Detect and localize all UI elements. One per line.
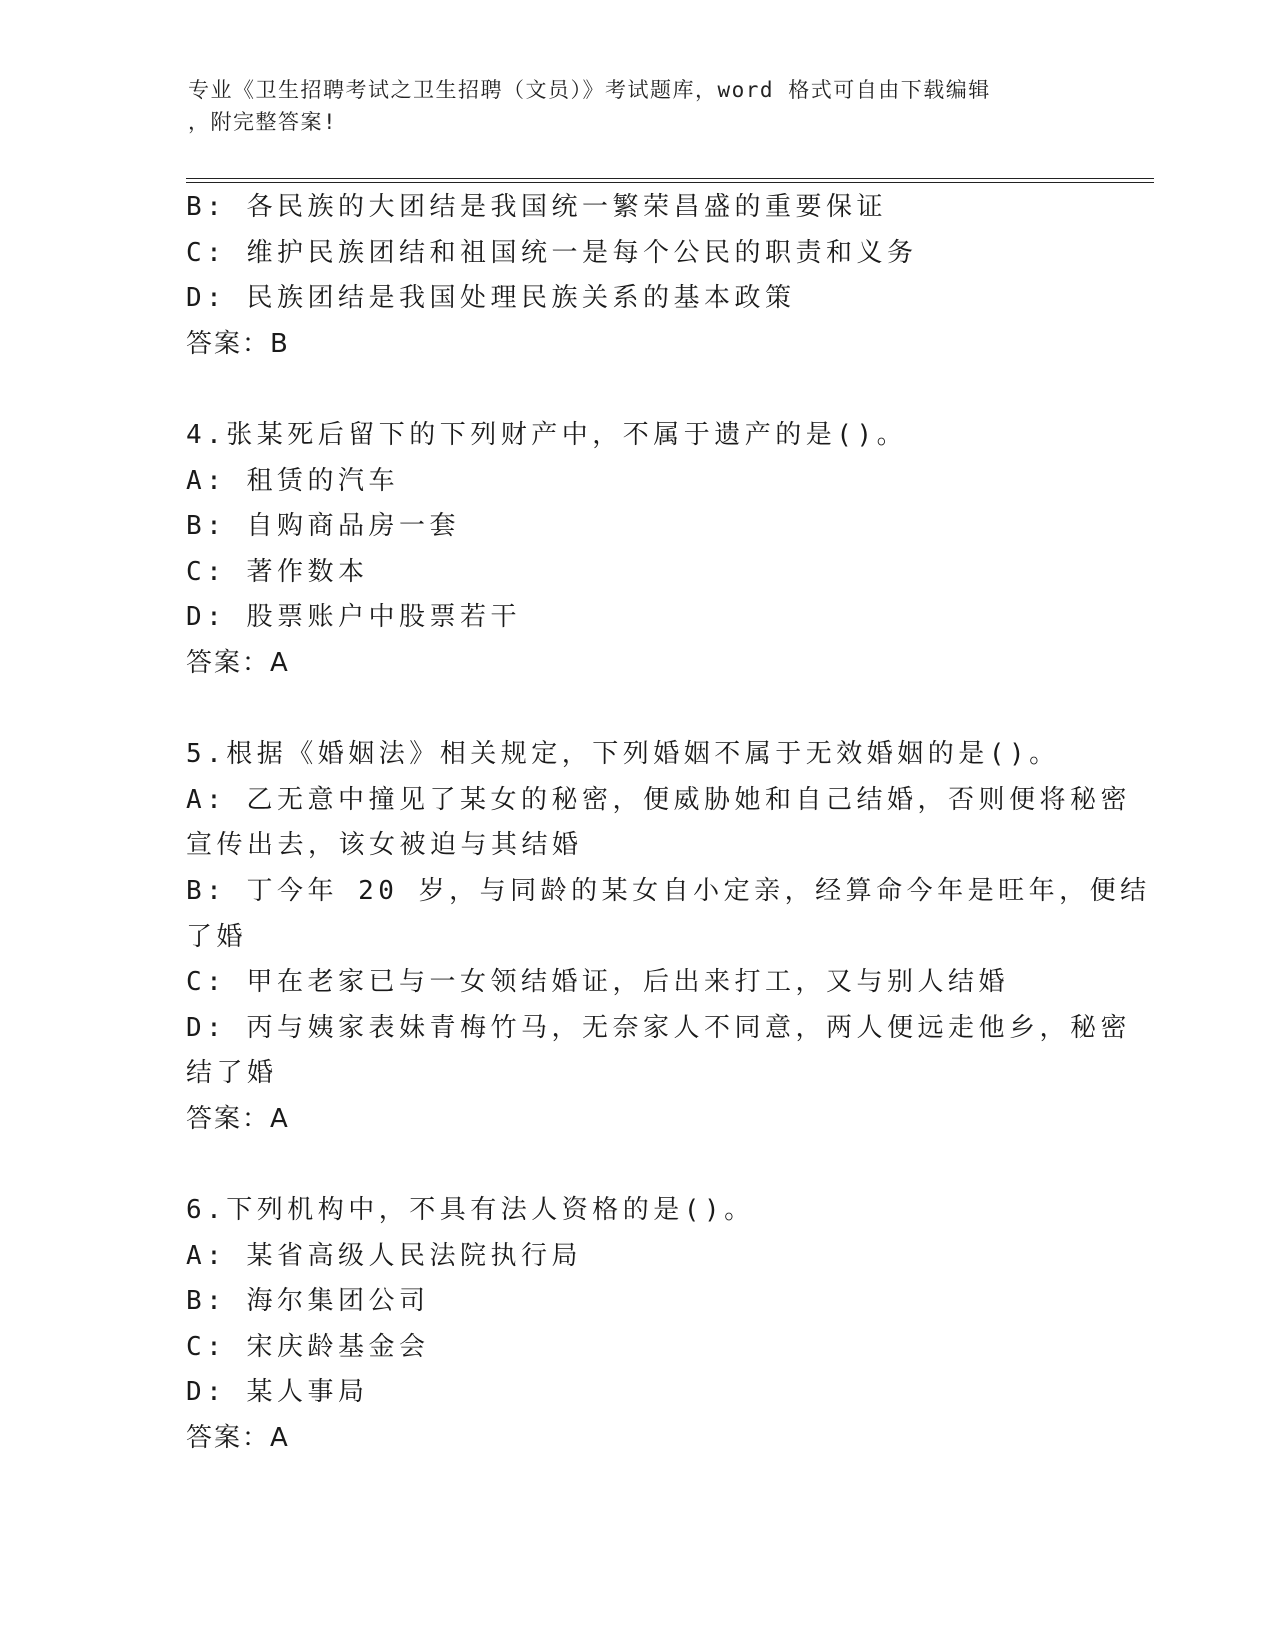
question-6 (186, 1188, 1086, 1462)
question-5 (186, 732, 1151, 1142)
question-text: 5.根据《婚姻法》相关规定，下列婚姻不属于无效婚姻的是()。 (186, 739, 1060, 770)
header-line-1: 专业《卫生招聘考试之卫生招聘（文员）》考试题库，word 格式可自由下载编辑 (188, 78, 991, 102)
header-divider-bottom (186, 182, 1154, 183)
option-a: A: 乙无意中撞见了某女的秘密，便威胁她和自己结婚，否则便将秘密 (186, 784, 1131, 815)
option-a-continued: 宣传出去，该女被迫与其结婚 (186, 830, 583, 861)
option-a: A: 某省高级人民法院执行局 (186, 1240, 582, 1271)
answer: 答案：A (186, 1103, 290, 1134)
spacer (186, 687, 1086, 733)
spacer (186, 367, 1086, 413)
option-c: C: 宋庆龄基金会 (186, 1331, 430, 1362)
answer: 答案：A (186, 1423, 290, 1454)
answer: 答案：B (186, 328, 290, 359)
option-d: D: 股票账户中股票若干 (186, 602, 521, 633)
question-4 (186, 413, 1086, 687)
header-line-2: ，附完整答案! (188, 110, 338, 134)
option-d-continued: 结了婚 (186, 1058, 278, 1089)
question-3-continued (186, 185, 1086, 367)
document-header (188, 74, 1068, 138)
option-b: B: 自购商品房一套 (186, 511, 460, 542)
option-b-continued: 了婚 (186, 921, 248, 952)
option-c: C: 甲在老家已与一女领结婚证，后出来打工，又与别人结婚 (186, 967, 1009, 998)
option-c: C: 维护民族团结和祖国统一是每个公民的职责和义务 (186, 237, 918, 268)
option-b: B: 丁今年 20 岁，与同龄的某女自小定亲，经算命今年是旺年，便结 (186, 875, 1151, 906)
question-text: 6.下列机构中，不具有法人资格的是()。 (186, 1195, 755, 1226)
header-divider-top (186, 178, 1154, 179)
option-b: B: 各民族的大团结是我国统一繁荣昌盛的重要保证 (186, 192, 887, 222)
spacer (186, 1142, 1086, 1188)
option-d: D: 某人事局 (186, 1377, 369, 1408)
option-a: A: 租赁的汽车 (186, 465, 399, 496)
answer: 答案：A (186, 647, 290, 678)
option-c: C: 著作数本 (186, 556, 369, 587)
question-text: 4.张某死后留下的下列财产中，不属于遗产的是()。 (186, 419, 908, 450)
option-d: D: 丙与姨家表妹青梅竹马，无奈家人不同意，两人便远走他乡，秘密 (186, 1012, 1131, 1043)
question-list (186, 185, 1151, 1462)
option-b: B: 海尔集团公司 (186, 1286, 430, 1317)
option-d: D: 民族团结是我国处理民族关系的基本政策 (186, 283, 796, 314)
